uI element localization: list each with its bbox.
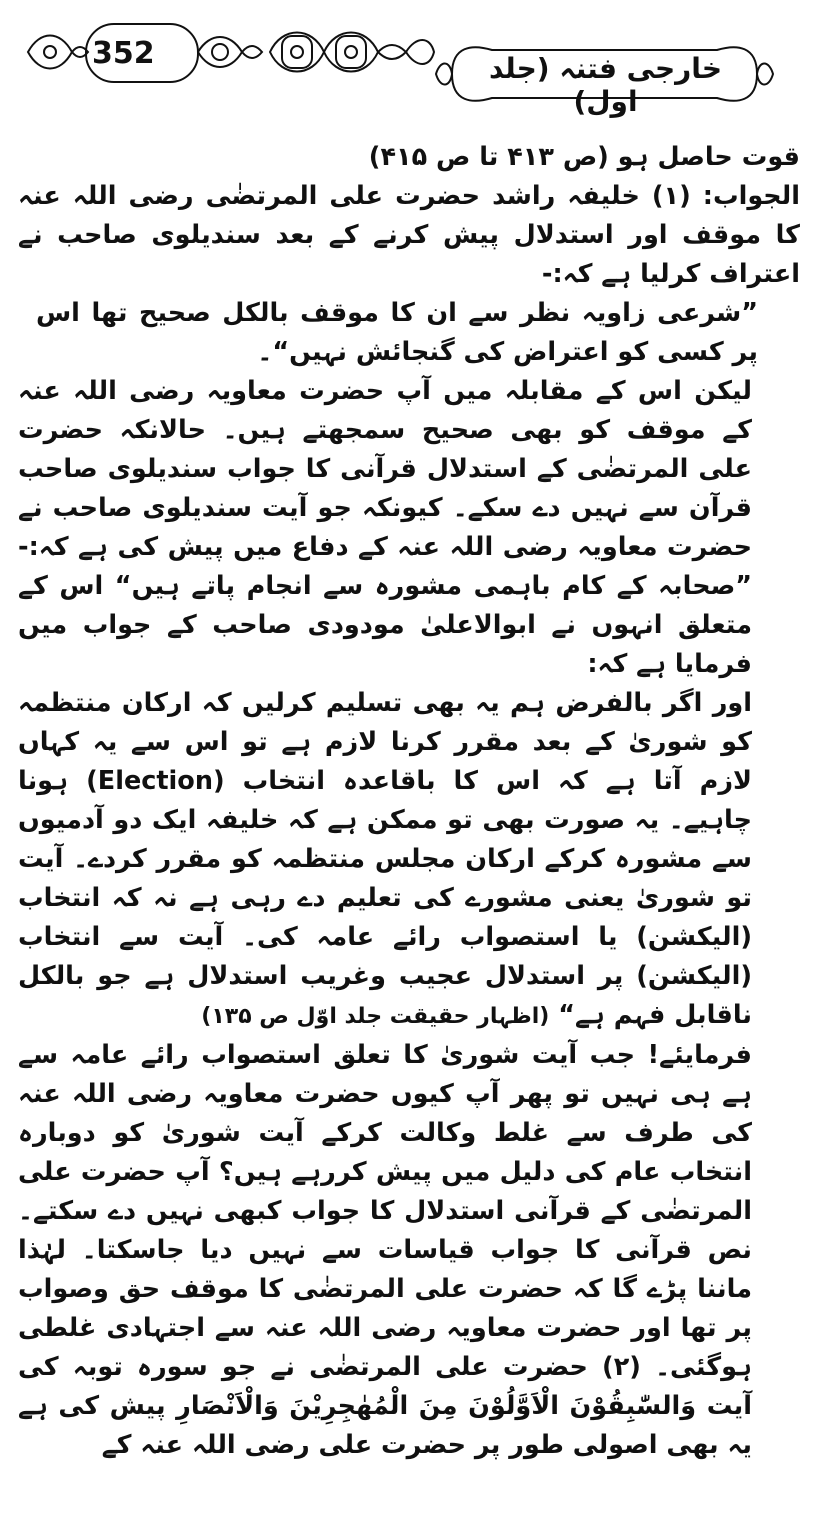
- paragraph-comparison: لیکن اس کے مقابلہ میں آپ حضرت معاویہ رضی اللہ عنہ کے موقف کو بھی صحیح سمجھتے ہیں۔ حالانکہ حضرت علی المرتضٰی کے استدلال قرآنی کا جواب سندیلوی صاحب قرآن سے نہیں دے سکے۔ کیونکہ جو آیت سندیلوی صاحب نے حضرت معاویہ رضی اللہ عنہ کے دفاع میں پیش کی ہے کہ:- ”صحابہ کے کام باہمی مشورہ سے انجام پاتے ہیں“ اس کے متعلق انہوں نے ابوالاعلیٰ مودودی صاحب کے جواب میں فرمایا ہے کہ:: [18, 376, 752, 679]
- paragraph-conclusion: فرمایئے! جب آیت شوریٰ کا تعلق استصواب رائے عامہ سے ہے ہی نہیں تو پھر آپ کیوں حضرت معاویہ رضی اللہ عنہ کی طرف سے غلط وکالت کرکے آیت شوریٰ کو دوبارہ انتخاب عام کی دلیل میں پیش کررہے ہیں؟ آپ حضرت علی المرتضٰی کے قرآنی استدلال کا جواب کبھی نہیں دے سکتے۔ نص قرآنی کا جواب قیاسات سے نہیں دیا جاسکتا۔ لہٰذا ماننا پڑے گا کہ حضرت علی المرتضٰی کا موقف حق وصواب پر تھا اور حضرت معاویہ رضی اللہ عنہ سے اجتہادی غلطی ہوگئی۔ (۲) حضرت علی المرتضٰی نے جو سورہ توبہ کی آیت وَالسّٰبِقُوْنَ الْاَوَّلُوْنَ مِنَ الْمُهٰجِرِيْنَ وَالْاَنْصَارِ پیش کی ہے یہ بھی اصولی طور پر حضرت علی رضی اللہ عنہ کے: [18, 1040, 752, 1460]
- page-header: [0, 0, 818, 125]
- quotation-block: ”شرعی زاویہ نظر سے ان کا موقف بالکل صحیح تھا اس پر کسی کو اعتراض کی گنجائش نہیں“۔: [36, 298, 758, 367]
- quotation-part-2: ہونا چاہیے۔ یہ صورت بھی تو ممکن ہے کہ خلیفہ ایک دو آدمیوں سے مشورہ کرکے ارکان مجلس منتظمہ کو مقرر کردے۔ آیت تو شوریٰ یعنی مشورے کی تعلیم دے رہی ہے نہ کہ انتخاب (الیکشن) یا استصواب رائے عامہ کی۔ آیت سے انتخاب (الیکشن) پر استدلال عجیب وغریب استدلال ہے جو بالکل ناقابل فہم ہے“: [18, 766, 752, 1030]
- ornament-left-icon: [20, 12, 440, 112]
- citation-reference: (اظہار حقیقت جلد اوّل ص ۱۳۵): [201, 1004, 550, 1029]
- paragraph-reference-line: قوت حاصل ہو (ص ۴۱۳ تا ص ۴۱۵): [368, 142, 800, 172]
- page-number: 352: [92, 36, 155, 71]
- quotation-maududi: [18, 684, 800, 1036]
- paragraph-answer: الجواب: (۱) خلیفہ راشد حضرت علی المرتضٰی رضی اللہ عنہ کا موقف اور استدلال پیش کرنے کے بعد سندیلوی صاحب نے اعتراف کرلیا ہے کہ:-: [18, 181, 800, 289]
- page-body: [18, 138, 800, 1465]
- election-term: (Election): [86, 766, 225, 796]
- quotation-part-1: اور اگر بالفرض ہم یہ بھی تسلیم کرلیں کہ ارکان منتظمہ کو شوریٰ کے بعد مقرر کرنا لازم ہے تو اس سے یہ کہاں لازم آتا ہے کہ اس کا باقاعدہ انتخاب: [18, 688, 752, 796]
- book-title: خارجی فتنہ (جلد اول): [489, 52, 722, 118]
